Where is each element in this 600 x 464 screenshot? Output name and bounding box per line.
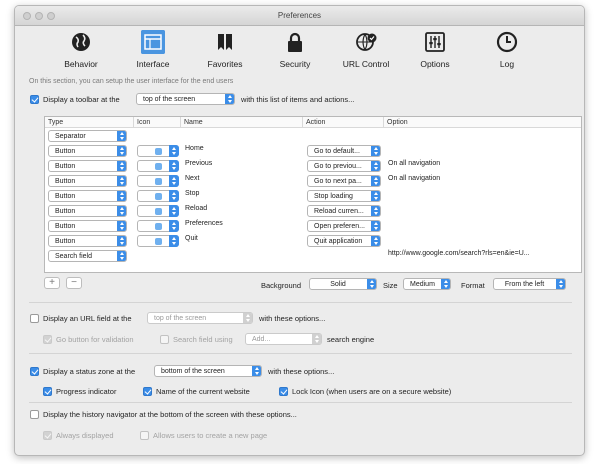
clock-icon (495, 30, 519, 54)
row-action-select[interactable] (307, 205, 381, 217)
chevron-updown-icon (117, 145, 127, 157)
tab-url-control[interactable] (334, 28, 398, 74)
row-option: http://www.google.com/search?rls=en&ie=U... (388, 250, 530, 257)
globe-icon (69, 30, 93, 54)
chevron-updown-icon (117, 205, 127, 217)
add-item-button[interactable]: + (44, 277, 60, 289)
row-type-value: Search field (55, 253, 92, 260)
lock-icon-label: Lock Icon (when users are on a secure website) (292, 387, 452, 396)
format-value: From the left (504, 281, 545, 288)
row-action-select[interactable] (307, 220, 381, 232)
website-name-label: Name of the current website (156, 387, 250, 396)
chevron-updown-icon (367, 278, 377, 290)
table-header (45, 117, 581, 128)
chevron-updown-icon (169, 160, 179, 172)
display-status-zone-suffix: with these options... (268, 367, 335, 376)
history-navigator-checkbox[interactable] (30, 410, 39, 419)
chevron-updown-icon (371, 145, 381, 157)
progress-indicator-checkbox[interactable] (43, 387, 52, 396)
row-type-select[interactable] (48, 145, 127, 157)
toolbar-position-select[interactable] (136, 93, 235, 105)
toolbar-items-table (44, 116, 582, 273)
row-type-select[interactable] (48, 220, 127, 232)
display-toolbar-suffix: with this list of items and actions... (241, 95, 355, 104)
remove-item-button[interactable]: − (66, 277, 82, 289)
tab-security[interactable] (263, 28, 327, 74)
row-type-value: Button (55, 223, 76, 230)
search-field-checkbox[interactable] (160, 335, 169, 344)
chevron-updown-icon (117, 175, 127, 187)
display-status-zone-label: Display a status zone at the (43, 367, 136, 376)
tab-log[interactable] (475, 28, 539, 74)
allow-new-page-label: Allows users to create a new page (153, 431, 268, 440)
chevron-updown-icon (169, 190, 179, 202)
row-name: Reload (185, 205, 208, 212)
row-action-select[interactable] (307, 160, 381, 172)
progress-indicator-label: Progress indicator (56, 387, 117, 396)
row-icon-select[interactable] (137, 205, 179, 217)
lock-icon (283, 30, 307, 54)
size-select[interactable] (403, 278, 451, 290)
size-value: Medium (410, 281, 435, 288)
chevron-updown-icon (371, 175, 381, 187)
row-action-value: Reload curren... (314, 208, 364, 215)
search-engine-value: Add... (252, 336, 271, 343)
status-zone-position-select[interactable] (154, 365, 262, 377)
chevron-updown-icon (312, 333, 322, 345)
row-type-value: Button (55, 178, 76, 185)
row-action-value: Stop loading (314, 193, 353, 200)
website-name-checkbox[interactable] (143, 387, 152, 396)
status-zone-position-value: bottom of the screen (161, 368, 225, 375)
row-name: Next (185, 175, 200, 182)
preferences-window (14, 5, 585, 456)
chevron-updown-icon (169, 220, 179, 232)
column-header-name[interactable]: Name (181, 117, 303, 128)
display-status-zone-checkbox[interactable] (30, 367, 39, 376)
column-header-type[interactable]: Type (45, 117, 134, 128)
tab-interface[interactable] (121, 28, 185, 74)
chevron-updown-icon (117, 160, 127, 172)
chevron-updown-icon (117, 130, 127, 142)
info-icon (155, 238, 162, 245)
row-action-select[interactable] (307, 190, 381, 202)
allow-new-page-checkbox[interactable] (140, 431, 149, 440)
row-icon-select[interactable] (137, 220, 179, 232)
row-option: On all navigation (388, 160, 441, 167)
search-field-label: Search field using (173, 335, 233, 344)
gear-icon (155, 223, 162, 230)
column-header-icon[interactable]: Icon (134, 117, 181, 128)
display-toolbar-checkbox[interactable] (30, 95, 39, 104)
tab-favorites[interactable] (193, 28, 257, 74)
divider (29, 353, 572, 354)
tab-label: Options (420, 59, 450, 69)
row-type-select[interactable] (48, 130, 127, 142)
row-icon-select[interactable] (137, 160, 179, 172)
bookmarks-icon (213, 30, 237, 54)
chevron-updown-icon (225, 93, 235, 105)
chevron-updown-icon (117, 190, 127, 202)
row-type-value: Button (55, 238, 76, 245)
chevron-updown-icon (117, 250, 127, 262)
chevron-left-icon (155, 163, 162, 170)
row-type-value: Button (55, 193, 76, 200)
size-label: Size (383, 281, 398, 290)
chevron-updown-icon (169, 175, 179, 187)
row-type-value: Button (55, 163, 76, 170)
chevron-updown-icon (169, 205, 179, 217)
row-action-select[interactable] (307, 175, 381, 187)
row-action-value: Go to previou... (314, 163, 362, 170)
chevron-updown-icon (117, 235, 127, 247)
section-description: On this section, you can setup the user interface for the end users (29, 78, 234, 85)
sliders-icon (423, 30, 447, 54)
chevron-updown-icon (371, 160, 381, 172)
search-engine-select[interactable] (245, 333, 322, 345)
row-option: On all navigation (388, 175, 441, 182)
chevron-updown-icon (556, 278, 566, 290)
column-header-option[interactable]: Option (387, 119, 408, 126)
display-toolbar-label: Display a toolbar at the (43, 95, 120, 104)
row-type-select[interactable] (48, 160, 127, 172)
row-type-select[interactable] (48, 175, 127, 187)
row-action-value: Open preferen... (314, 223, 365, 230)
chevron-updown-icon (169, 145, 179, 157)
divider (29, 402, 572, 403)
chevron-updown-icon (371, 205, 381, 217)
chevron-updown-icon (441, 278, 451, 290)
display-url-field-label: Display an URL field at the (43, 314, 132, 323)
url-control-icon (354, 30, 378, 54)
chevron-right-icon (155, 178, 162, 185)
toolbar-position-value: top of the screen (143, 96, 196, 103)
title-bar (15, 6, 584, 26)
row-name: Quit (185, 235, 198, 242)
tab-label: URL Control (342, 59, 390, 69)
tab-label: Log (499, 59, 515, 69)
row-type-select[interactable] (48, 190, 127, 202)
row-name: Stop (185, 190, 200, 197)
tab-options[interactable] (403, 28, 467, 74)
background-select[interactable] (309, 278, 377, 290)
display-url-field-suffix: with these options... (259, 314, 326, 323)
row-type-select[interactable] (48, 205, 127, 217)
row-name: Home (185, 145, 204, 152)
tab-label: Security (279, 59, 311, 69)
row-icon-select[interactable] (137, 190, 179, 202)
lock-icon-checkbox[interactable] (279, 387, 288, 396)
house-icon (155, 148, 162, 155)
chevron-updown-icon (371, 190, 381, 202)
format-label: Format (461, 281, 485, 290)
row-icon-select[interactable] (137, 145, 179, 157)
background-label: Background (261, 281, 302, 290)
row-type-value: Button (55, 148, 76, 155)
window-title: Preferences (277, 11, 322, 20)
row-action-value: Go to next pa... (314, 178, 362, 185)
chevron-updown-icon (117, 220, 127, 232)
row-action-select[interactable] (307, 235, 381, 247)
window-icon (141, 30, 165, 54)
history-navigator-label: Display the history navigator at the bottom of the screen with these options... (43, 410, 297, 419)
divider (29, 302, 572, 303)
row-type-value: Separator (55, 133, 86, 140)
go-button-label: Go button for validation (56, 335, 134, 344)
url-field-position-value: top of the screen (154, 315, 207, 322)
chevron-updown-icon (371, 235, 381, 247)
format-select[interactable] (493, 278, 566, 290)
url-field-position-select[interactable] (147, 312, 253, 324)
row-action-value: Quit application (314, 238, 363, 245)
search-engine-suffix: search engine (327, 335, 375, 344)
reload-icon (155, 208, 162, 215)
tab-label: Favorites (207, 59, 243, 69)
chevron-updown-icon (371, 220, 381, 232)
column-header-action[interactable]: Action (303, 117, 384, 128)
display-url-field-checkbox[interactable] (30, 314, 39, 323)
row-action-value: Go to default... (314, 148, 360, 155)
tab-label: Behavior (64, 59, 98, 69)
paw-icon (155, 193, 162, 200)
row-icon-select[interactable] (137, 235, 179, 247)
chevron-updown-icon (169, 235, 179, 247)
row-icon-select[interactable] (137, 175, 179, 187)
row-action-select[interactable] (307, 145, 381, 157)
row-type-select[interactable] (48, 235, 127, 247)
chevron-updown-icon (252, 365, 262, 377)
preferences-toolbar (15, 26, 584, 74)
row-name: Preferences (185, 220, 223, 227)
row-type-select[interactable] (48, 250, 127, 262)
row-name: Previous (185, 160, 213, 167)
tab-label: Interface (136, 59, 170, 69)
chevron-updown-icon (243, 312, 253, 324)
row-type-value: Button (55, 208, 76, 215)
background-value: Solid (330, 281, 346, 288)
always-displayed-label: Always displayed (56, 431, 114, 440)
go-button-checkbox[interactable] (43, 335, 52, 344)
tab-behavior[interactable] (49, 28, 113, 74)
always-displayed-checkbox[interactable] (43, 431, 52, 440)
